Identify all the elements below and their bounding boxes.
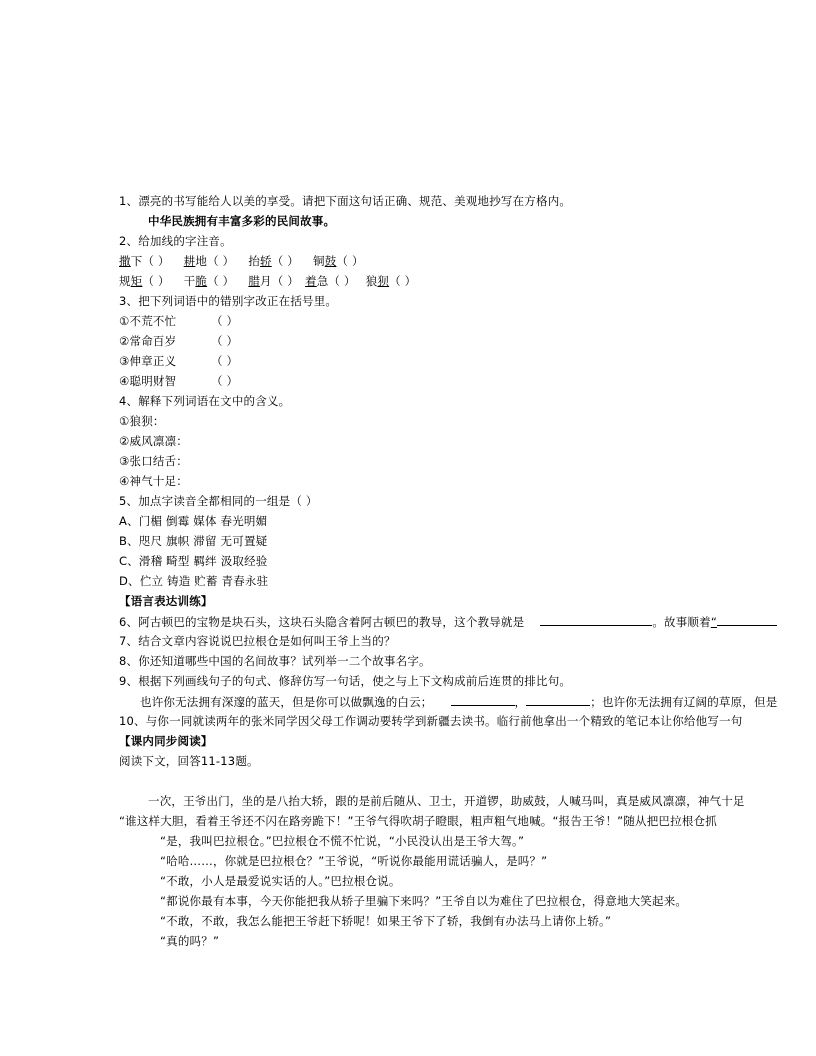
- passage-line: “谁这样大胆，看着王爷还不闪在路旁跪下！”王爷气得吹胡子瞪眼，粗声粗气地喊。“报告王爷！”随从把巴拉根仓抓: [119, 814, 717, 828]
- answer-blank[interactable]: [717, 614, 777, 626]
- answer-paren: （ ）: [211, 354, 239, 368]
- underlined-char: 脆: [195, 274, 208, 288]
- underlined-char: 撒: [119, 254, 131, 268]
- passage-line: “都说你最有本事，今天你能把我从轿子里骗下来吗？”王爷自以为难住了巴拉根仓，得意地大笑起来。: [160, 894, 688, 908]
- underlined-char: 狈: [377, 274, 390, 288]
- answer-blank[interactable]: [526, 694, 590, 706]
- answer-paren: （ ）: [211, 314, 239, 328]
- q2-title: 2、给加线的字注音。: [119, 234, 232, 248]
- section-heading-reading: 【课内同步阅读】: [119, 734, 213, 748]
- passage-line: “不敢，小人是最爱说实话的人。”巴拉根仓说。: [160, 874, 401, 888]
- q10-text: 10、与你一同就读两年的张米同学因父母工作调动要转学到新疆去读书。临行前他拿出一个精致的笔记本让你给他写一句: [119, 714, 743, 728]
- q4-item: ③张口结舌：: [119, 454, 189, 468]
- underlined-char: 矩: [130, 274, 143, 288]
- q3-title: 3、把下列词语中的错别字改正在括号里。: [119, 294, 338, 308]
- q1-sentence: 中华民族拥有丰富多彩的民间故事。: [148, 214, 336, 228]
- q5-option: C、滑稽 畸型 羁绊 汲取经验: [119, 554, 268, 568]
- answer-paren: （ ）: [211, 334, 239, 348]
- passage-line: “哈哈……，你就是巴拉根仓？”王爷说，“听说你最能用谎话骗人，是吗？”: [160, 854, 548, 868]
- q4-item: ②威风凛凛：: [119, 434, 189, 448]
- q8-text: 8、你还知道哪些中国的名间故事？试列举一二个故事名字。: [119, 654, 431, 668]
- underlined-char: 腊: [248, 274, 261, 288]
- q1-text: 1、漂亮的书写能给人以美的享受。请把下面这句话正确、规范、美观地抄写在方格内。: [119, 194, 572, 208]
- q3-item: ②常命百岁 （ ）: [119, 334, 239, 348]
- underlined-char: 着: [305, 274, 317, 288]
- q3-item: ④聪明财智 （ ）: [119, 374, 239, 388]
- underlined-char: 耕: [183, 254, 196, 268]
- passage-line: “是，我叫巴拉根仓。”巴拉根仓不慌不忙说，“小民没认出是王爷大驾。”: [160, 834, 525, 848]
- q9-line: 也许你无法拥有深邃的蓝天，但是你可以做飘逸的白云； ， ；也许你无法拥有辽阔的草原，但是: [140, 695, 778, 709]
- q4-item: ④神气十足：: [119, 474, 189, 488]
- section-heading-language: 【语言表达训练】: [119, 594, 213, 608]
- q4-item: ①狼狈：: [119, 414, 165, 428]
- q7-text: 7、结合文章内容说说巴拉根仓是如何叫王爷上当的？: [119, 634, 396, 648]
- q3-item: ①不荒不忙 （ ）: [119, 314, 239, 328]
- passage-line: “真的吗？”: [160, 934, 220, 948]
- q4-title: 4、解释下列词语在文中的含义。: [119, 394, 291, 408]
- q3-item: ③伸章正义 （ ）: [119, 354, 239, 368]
- answer-blank[interactable]: [540, 614, 652, 626]
- q5-title: 5、加点字读音全都相同的一组是（ ）: [119, 494, 318, 508]
- passage-line: 一次，王爷出门，坐的是八抬大轿，跟的是前后随从、卫士，开道锣，助威鼓，人喊马叫，真是威风凛凛，神气十足: [148, 794, 745, 808]
- answer-blank[interactable]: [451, 694, 515, 706]
- q2-row2: 规矩（ ） 干脆（ ） 腊月（ ） 着急（ ） 狼狈（ ）: [119, 274, 417, 288]
- q2-row1: 撒下（ ） 耕地（ ） 抬轿（ ） 铜鼓（ ）: [119, 254, 364, 268]
- q5-option: A、门楣 倒霉 媒体 春光明媚: [119, 514, 268, 528]
- underlined-char: 轿: [260, 254, 272, 268]
- underlined-char: 鼓: [324, 254, 337, 268]
- q5-option: B、咫尺 旗帜 滞留 无可置疑: [119, 534, 268, 548]
- q5-option: D、伫立 铸造 贮蓄 青春永驻: [119, 574, 269, 588]
- passage-line: “不敢，不敢，我怎么能把王爷赶下轿呢！如果王爷下了轿，我倒有办法马上请你上轿。”: [160, 914, 612, 928]
- q9-text: 9、根据下列画线句子的句式、修辞仿写一句话，使之与上下文构成前后连贯的排比句。: [119, 674, 572, 688]
- reading-intro: 阅读下文，回答11-13题。: [119, 754, 259, 768]
- answer-paren: （ ）: [211, 374, 239, 388]
- q6-text: 6、阿古顿巴的宝物是块石头，这块石头隐含着阿古顿巴的教导，这个教导就是 。故事顺着“: [119, 614, 777, 629]
